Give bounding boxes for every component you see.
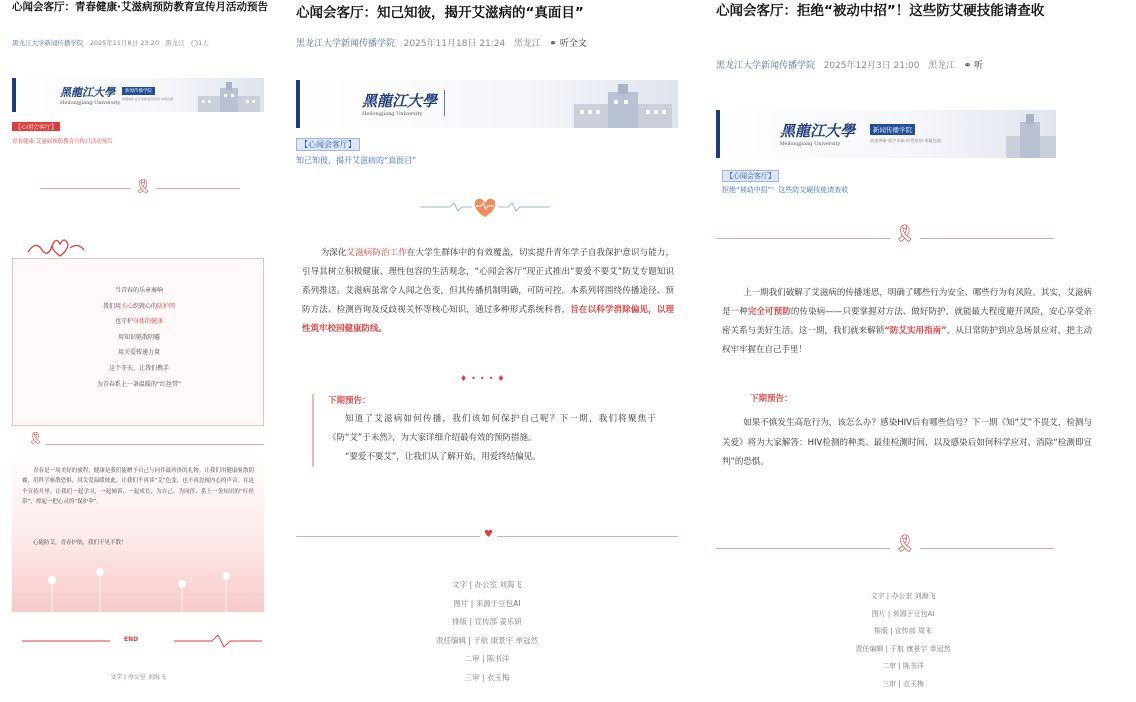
location: 黑龙江: [928, 61, 956, 71]
article-title[interactable]: 心闻会客厅：青春健康·艾滋病预防教育宣传月活动预告: [12, 1, 268, 13]
poem-card: [12, 258, 264, 426]
divider-line: [716, 548, 1054, 549]
preview-text: 知道了艾滋病如何传播，我们该如何保护自己呢？下一期，我们将聚焦于《防“艾”于未然》，为大家详细介绍最有效的预防措施。: [328, 414, 656, 443]
credit-line: 文字 | 办公室 刘海飞: [870, 592, 936, 600]
credit-line: 三审 | 衣玉梅: [882, 679, 924, 688]
balloon-decoration: [12, 562, 264, 612]
college-banner: [716, 110, 1056, 158]
credit-line: 责任编辑 | 于航 康景宇 单冠然: [435, 635, 539, 645]
poem-lines: [13, 283, 265, 392]
credit-line: 排版 | 宣传部 姜乐妍: [452, 617, 522, 626]
publish-date: 2025年11月8日 23:20: [89, 39, 159, 47]
source-link[interactable]: 黑龙江大学新闻传播学院: [716, 61, 816, 71]
body-paragraph: 青春是一场美好的旅程，健康是我们能赠予自己与同伴最珍贵的礼物。让我们用健康驱散阴霾，用科学驱散恐惧，用关爱温暖彼此，让我们不再谈“艾”色变，也不再忽视内心的声音。在这个宣传月里，让我们一起学习，一起倾诉，一起成长，为自己、为同伴、系上一条知识的“红丝带”，撑起一把心灵的“保护伞”。: [22, 468, 254, 506]
poem-line: 这个冬天，让我们携手: [108, 364, 169, 372]
heart-icon: ♥: [480, 529, 497, 540]
divider-line: [46, 444, 264, 445]
article-column-2: [280, 0, 694, 702]
end-divider: [22, 634, 262, 648]
preview-label: 下期预告：: [750, 394, 793, 404]
building-illustration: [568, 84, 678, 128]
poem-line: 当青春的乐章奏响: [114, 287, 163, 294]
credit-line: 图片 | 来源于豆包AI: [453, 598, 521, 608]
college-banner: [296, 80, 678, 128]
preview-label: 下期预告：: [328, 396, 371, 406]
listen-button[interactable]: ⚭ 听: [963, 61, 984, 71]
article-title[interactable]: 心闻会客厅：知己知彼，揭开艾滋病的“真面目”: [296, 5, 584, 21]
banner-separator: [444, 90, 445, 116]
poem-line: 用关爱传递力量: [117, 349, 160, 357]
source-link[interactable]: 黑龙江大学新闻传播学院: [296, 39, 396, 49]
credits: [0, 672, 276, 681]
end-label: END: [124, 636, 139, 643]
publish-date: 2025年12月3日 21:00: [823, 61, 920, 71]
building-illustration: [194, 82, 264, 112]
credit-line: 二审 | 陈书洋: [464, 654, 510, 663]
listen-button[interactable]: ⚭ 听全文: [549, 39, 587, 49]
credit-line: 文字 | 办公室 刘海飞: [452, 580, 522, 589]
credits: [280, 576, 694, 687]
poem-line: 也守护身体的健康: [114, 318, 164, 326]
headphones-icon: ⚭: [963, 61, 972, 71]
article-subtitle: 知己知彼，揭开艾滋病的“真面目”: [296, 156, 417, 165]
location: 黑龙江: [513, 39, 541, 49]
dots-divider: ♦•••♦: [460, 374, 509, 383]
credit-line: 三审 | 衣玉梅: [464, 672, 510, 682]
building-illustration: [996, 114, 1056, 158]
college-motto: 同道善新·拓宇求新·经世致用·求索弘道: [870, 138, 941, 143]
college-banner: [12, 78, 264, 112]
heart-doodle-icon: [26, 236, 86, 258]
article-meta: [296, 36, 587, 49]
university-logo: 黑龍江大學 Heilongjiang University: [362, 92, 438, 117]
heart-pulse-icon: [420, 194, 550, 220]
poem-line: 为青春系上一条温暖的“红丝带”: [96, 380, 182, 388]
article-column-3: [698, 0, 1092, 702]
pink-section: [12, 452, 264, 612]
publish-date: 2025年11月18日 21:24: [403, 39, 506, 49]
preview-text: “要爱不要艾”，让我们从了解开始，用爱终结偏见。: [345, 452, 541, 462]
body-paragraph: 为深化艾滋病防治工作在大学生群体中的有效覆盖，切实提升青年学子自我保护意识与能力，引导其树立积极健康、理性包容的生活观念，“心闻会客厅”现正式推出“要爱不要艾”防艾专题知识系列推送。艾滋病虽常令人闻之色变，但其传播机制明确，可防可控。本系列将围绕传播途径、预防方法、检测咨询及反歧视关怀等核心知识，通过多种形式系统科普，旨在以科学消除偏见，以理性筑牢校园健康防线。: [302, 248, 674, 334]
column-tag: 【心闻会客厅】: [12, 122, 60, 131]
college-motto: 同道善新·拓宇求新·经世致用·求索弘道: [122, 97, 173, 101]
location: 黑龙江: [165, 39, 185, 47]
headphones-icon: ⚭: [549, 39, 557, 49]
credit-line: 文字 | 办公室 刘海飞: [110, 674, 166, 681]
source-link[interactable]: 黑龙江大学新闻传播学院: [12, 39, 84, 47]
aids-ribbon-icon: 🎗: [130, 180, 156, 194]
article-meta: [12, 38, 209, 47]
college-badge: 新闻传播学院: [870, 124, 915, 135]
divider-line: [716, 238, 1054, 239]
column-tag: 【心闻会客厅】: [296, 138, 360, 151]
credits: [758, 588, 1048, 693]
credit-line: 责任编辑 | 于航 康景宇 单冠然: [855, 644, 951, 653]
article-meta: [716, 58, 983, 71]
article-title[interactable]: 心闻会客厅：拒绝“被动中招”！这些防艾硬技能请查收: [716, 3, 1045, 19]
poem-line: 我们用关心织就心的防护网: [102, 302, 176, 310]
credit-line: 二审 | 陈书洋: [882, 662, 924, 670]
aids-ribbon-icon: 🎗: [28, 431, 44, 445]
college-badge: 新闻传播学院: [122, 87, 155, 95]
article-subtitle: 青春健康·艾滋病预防教育宣传月活动预告: [12, 139, 113, 145]
reader-count: 1人: [198, 39, 209, 47]
column-tag: 【心闻会客厅】: [722, 170, 779, 182]
preview-block: [312, 394, 656, 467]
article-subtitle: 拒绝“被动中招”！这些防艾硬技能请查收: [722, 186, 849, 194]
person-icon: ◯: [190, 39, 199, 47]
credit-line: 排版 | 宣传部 周末: [873, 627, 933, 635]
aids-ribbon-icon: 🎗: [890, 536, 920, 553]
aids-ribbon-icon: 🎗: [890, 226, 920, 243]
credit-line: 图片 | 来源于豆包AI: [871, 609, 935, 618]
university-logo: 黑龍江大學 Heilongjiang University: [780, 122, 856, 147]
article-column-1: [0, 0, 276, 702]
university-logo: 黑龍江大學 Heilongjiang University: [60, 86, 121, 106]
poem-line: 用知识驱散阴霾: [117, 333, 160, 341]
closing-line: 心随防艾，青春护航，我们不见不散！: [33, 540, 127, 546]
body-paragraph: 上一期我们破解了艾滋病的传播迷思，明确了哪些行为安全、哪些行为有风险。其实，艾滋病是一种完全可预防的传染病——只要掌握对方法、做好防护，就能最大程度避开风险，安心享受亲密关系与美好生活。这一期，我们就来解锁“防艾实用指南”，从日常防护到应急场景应对，把主动权牢牢握在自己手里！: [722, 288, 1092, 355]
preview-text: 如果不慎发生高危行为，该怎么办？感染HIV后有哪些信号？下一期《知“艾”不畏艾，检测与关爱》将为大家解答：HIV检测的种类、最佳检测时间，以及感染后如何科学应对，消除“检测即宣判”的恐惧。: [722, 418, 1092, 467]
